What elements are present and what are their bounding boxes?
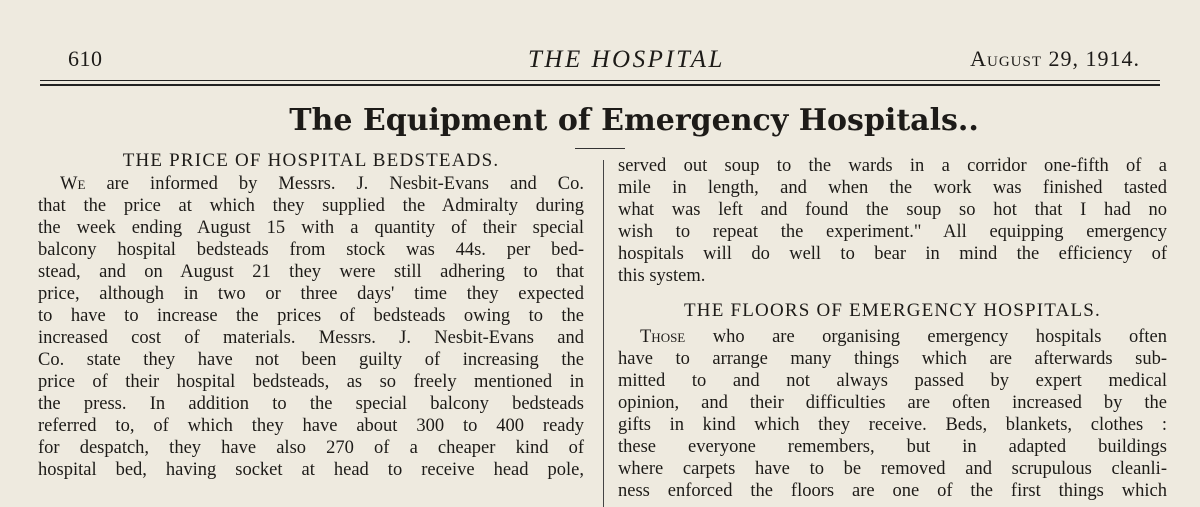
journal-title: THE HOSPITAL (528, 46, 725, 73)
paragraph-line: opinion, and their difficulties are often increased by the (618, 393, 1167, 413)
paragraph-line: Co. state they have not been guilty of increasing the (38, 350, 584, 370)
paragraph-line: hospitals will do well to bear in mind the efficiency of (618, 244, 1167, 264)
paragraph-line: the week ending August 15 with a quantity of their special (38, 218, 584, 238)
issue-date: August 29, 1914. (970, 46, 1140, 71)
right-column (618, 155, 1167, 502)
paragraph-line: that the price at which they supplied the Admiralty during (38, 196, 584, 216)
title-underline (575, 148, 625, 149)
paragraph-line: balcony hospital bedsteads from stock was 44s. per bed- (38, 240, 584, 260)
paragraph-line: Those who are organising emergency hospitals often (640, 327, 1168, 347)
paragraph-line: price, although in two or three days' time they expected (38, 284, 584, 304)
article-title: The Equipment of Emergency Hospitals.. (289, 103, 979, 138)
left-column (38, 150, 584, 481)
paragraph-line: We are informed by Messrs. J. Nesbit-Evans and Co. (60, 174, 584, 194)
paragraph-line: served out soup to the wards in a corridor one-fifth of a (618, 156, 1167, 176)
paragraph-line: mitted to and not always passed by expert medical (618, 371, 1167, 391)
paragraph-line: this system. (618, 266, 706, 286)
paragraph-line: for despatch, they have also 270 of a cheaper kind of (38, 438, 584, 458)
paragraph-line: stead, and on August 21 they were still adhering to that (38, 262, 584, 282)
section-heading-bedsteads: THE PRICE OF HOSPITAL BEDSTEADS. (122, 150, 500, 171)
paragraph-line: referred to, of which they have about 300 to 400 ready (38, 416, 584, 436)
paragraph-line: mile in length, and when the work was finished tasted (618, 178, 1167, 198)
header-rule-thick (40, 84, 1160, 86)
paragraph-line: these everyone remembers, but in adapted buildings (618, 437, 1167, 457)
paragraph-line: wish to repeat the experiment." All equipping emergency (618, 222, 1167, 242)
paragraph-line: have to arrange many things which are afterwards sub- (618, 349, 1167, 369)
paragraph-line: gifts in kind which they receive. Beds, blankets, clothes : (618, 415, 1167, 435)
paragraph-line: what was left and found the soup so hot that I had no (618, 200, 1167, 220)
header-rule-thin (40, 80, 1160, 81)
paragraph-line: the press. In addition to the special balcony bedsteads (38, 394, 584, 414)
column-divider (603, 160, 604, 507)
page-header (40, 46, 1160, 78)
lead-word: We (60, 174, 86, 194)
section-heading-floors: THE FLOORS OF EMERGENCY HOSPITALS. (683, 300, 1102, 321)
paragraph-line: where carpets have to be removed and scrupulous cleanli- (618, 459, 1167, 479)
paragraph-line: price of their hospital bedsteads, as so freely mentioned in (38, 372, 584, 392)
paragraph-line: increased cost of materials. Messrs. J. Nesbit-Evans and (38, 328, 584, 348)
paragraph-line: hospital bed, having socket at head to receive head pole, (38, 460, 584, 480)
lead-word: Those (640, 327, 686, 347)
page-number: 610 (68, 46, 103, 71)
paragraph-line: ness enforced the floors are one of the first things which (618, 481, 1167, 501)
paragraph-line: to have to increase the prices of bedsteads owing to the (38, 306, 584, 326)
